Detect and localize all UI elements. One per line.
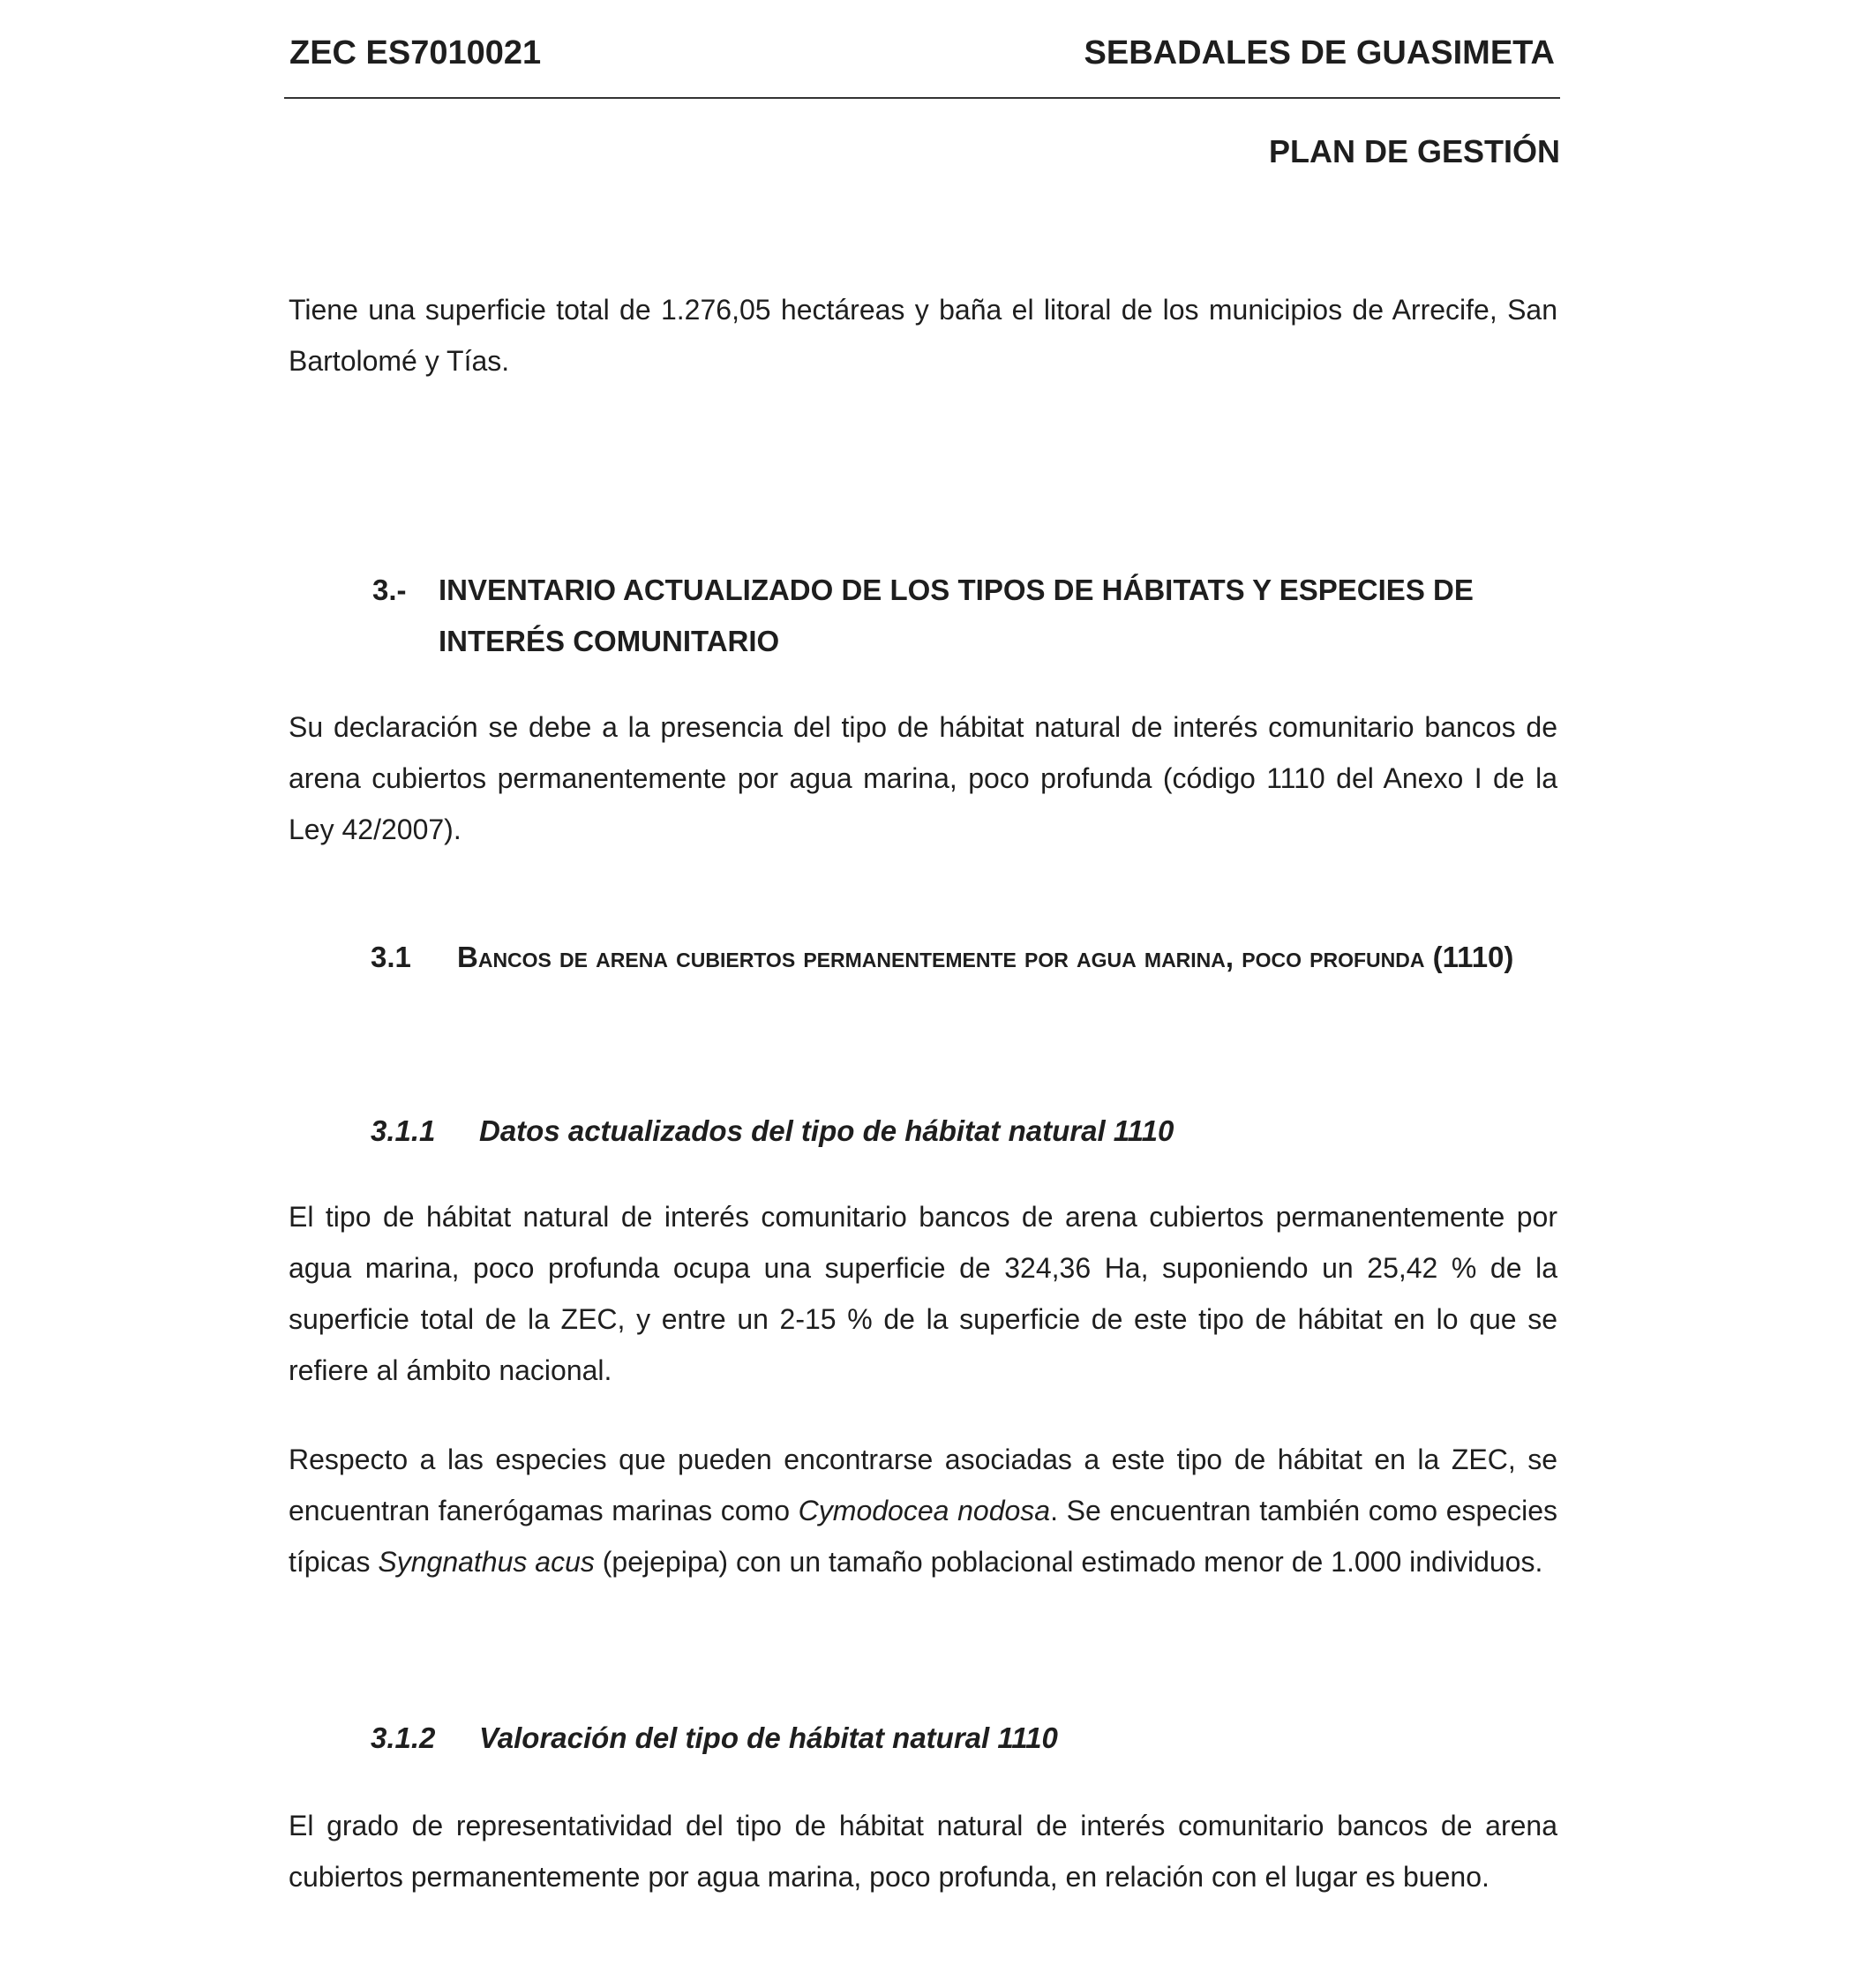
section-3-title: INVENTARIO ACTUALIZADO DE LOS TIPOS DE HÁBITATS Y ESPECIES DE INTERÉS COMUNITARIO [439,574,1474,657]
page-header [284,26,1560,99]
species-name-syngnathus: Syngnathus acus [378,1546,595,1578]
species-text-2: . Se encuentran también como especies típicas [289,1495,1558,1578]
section-3-1-heading [457,932,1516,983]
section-3-number: 3.- [372,574,407,606]
header-site-name: SEBADALES DE GUASIMETA [1084,34,1555,71]
header-site-code: ZEC ES7010021 [289,34,542,71]
species-text-1: Respecto a las especies que pueden encontrarse asociadas a este tipo de hábitat en la ZEC, se encuentran fanerógamas marinas como [289,1444,1557,1526]
section-3-1-1-number: 3.1.1 [371,1114,436,1147]
section-3-1-2-title: Valoración del tipo de hábitat natural 1110 [479,1721,1058,1754]
species-paragraph [289,1434,1557,1587]
section-3-1-number: 3.1 [371,941,411,973]
section-3-1-2-paragraph: El grado de representatividad del tipo de hábitat natural de interés comunitario bancos de arena cubiertos permanentemente por agua marina, poco profunda, en relación con el lugar es bueno. [289,1810,1557,1893]
header-plan-title: PLAN DE GESTIÓN [1268,133,1560,169]
species-name-cymodocea: Cymodocea nodosa [798,1495,1051,1526]
section-3-1-2-number: 3.1.2 [371,1721,436,1754]
species-text-3: (pejepipa) con un tamaño poblacional estimado menor de 1.000 individuos. [594,1546,1543,1578]
section-3-paragraph: Su declaración se debe a la presencia del tipo de hábitat natural de interés comunitario bancos de arena cubiertos permanentemente por agua marina, poco profunda (código 1110 del Anexo I de la Ley 42/2007). [289,711,1557,845]
section-3-1-1-title: Datos actualizados del tipo de hábitat natural 1110 [479,1114,1174,1147]
section-3-1-title: Bancos de arena cubiertos permanentemente por agua marina, poco profunda [457,941,1425,973]
section-3-1-1-paragraph: El tipo de hábitat natural de interés comunitario bancos de arena cubiertos permanentemente por agua marina, poco profunda ocupa una superficie de 324,36 Ha, suponiendo un 25,42 % de la superficie total de la ZEC, y entre un 2-15 % de la superficie de este tipo de hábitat en lo que se refiere al ámbito nacional. [289,1201,1557,1386]
section-3-1-code: (1110) [1432,941,1514,973]
intro-paragraph: Tiene una superficie total de 1.276,05 hectáreas y baña el litoral de los municipios de Arrecife, San Bartolomé y Tías. [289,294,1557,377]
